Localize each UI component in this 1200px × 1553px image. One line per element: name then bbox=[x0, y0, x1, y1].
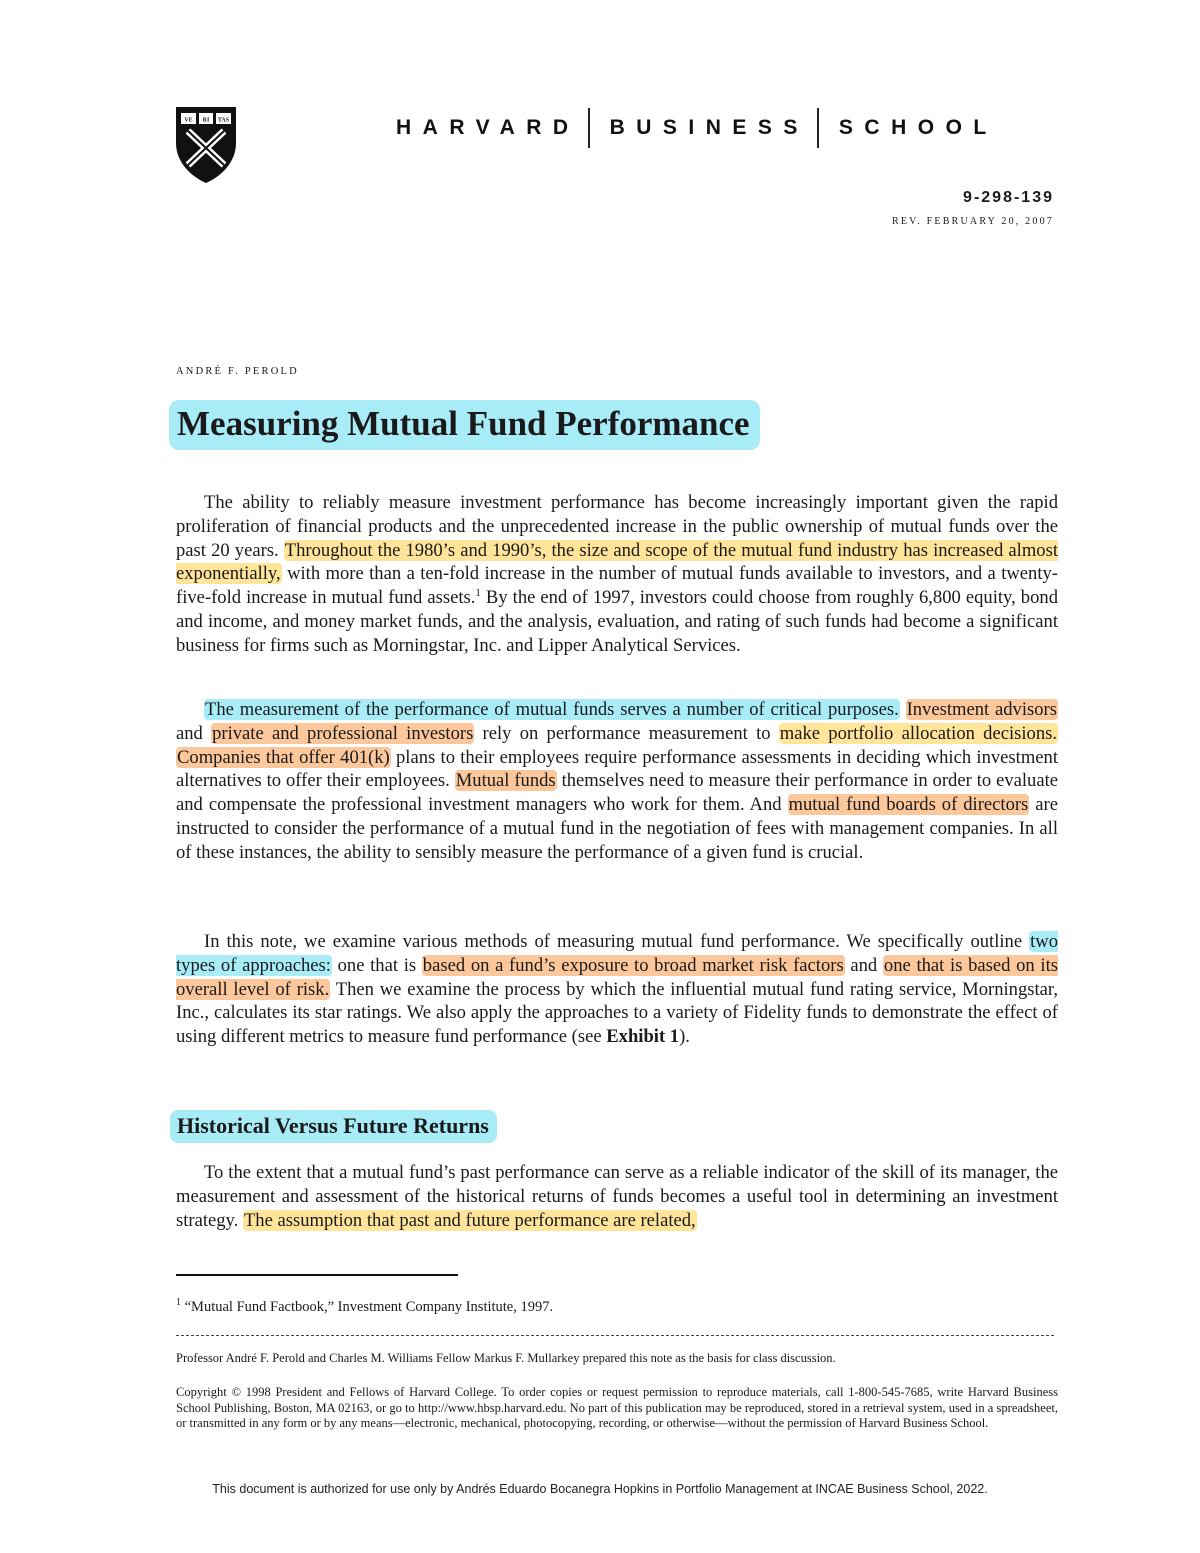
text-run: are instructed to consider the performance of a mutual fund in the negotiation of fees with management companies. In all of these instances, the ability to sensibly measure the performance of a given fund is crucial. bbox=[176, 794, 1058, 863]
text-run: The ability to reliably measure investment performance has become increasingly important given the rapid proliferation of financial products and the unprecedented increase in the public ownership of mutual funds over the past 20 years. bbox=[176, 492, 1058, 561]
text-run: ). bbox=[679, 1026, 690, 1048]
harvard-shield-icon bbox=[174, 105, 238, 185]
section-heading: Historical Versus Future Returns bbox=[170, 1110, 497, 1143]
text-run: By the end of 1997, investors could choose from roughly 6,800 equity, bond and income, and money market funds, and the analysis, evaluation, and rating of such funds had become a significant business for firms such as Morningstar, Inc. and Lipper Analytical Services. bbox=[176, 587, 1058, 656]
text-run bbox=[900, 699, 906, 720]
text-run: and bbox=[176, 722, 212, 744]
shield-word-2: RI bbox=[202, 117, 210, 124]
text-run: one that is bbox=[331, 954, 422, 976]
wordmark-divider bbox=[817, 108, 819, 148]
highlight-blue: The measurement of the performance of mutual funds serves a number of critical purposes. bbox=[205, 699, 899, 720]
paragraph-1 bbox=[176, 491, 1058, 658]
paragraph-3 bbox=[176, 930, 1058, 1049]
text-run: themselves need to measure their performance in order to evaluate and compensate the professional investment managers who work for them. And bbox=[176, 770, 1059, 816]
highlight-orange: mutual fund boards of directors bbox=[788, 794, 1029, 816]
exhibit-reference: Exhibit 1 bbox=[606, 1026, 680, 1048]
case-number: 9-298-139 bbox=[963, 189, 1054, 206]
highlight-orange: Investment advisors bbox=[906, 699, 1057, 720]
revision-date: REV. FEBRUARY 20, 2007 bbox=[891, 216, 1054, 227]
highlight-orange: Companies that offer 401(k) bbox=[177, 746, 390, 768]
text-run: In this note, we examine various methods of measuring mutual fund performance. We specifically outline bbox=[204, 931, 1030, 952]
footnote-number: 1 bbox=[176, 1297, 181, 1309]
footnote-text: “Mutual Fund Factbook,” Investment Company Institute, 1997. bbox=[181, 1299, 554, 1315]
author-name: ANDRÉ F. PEROLD bbox=[176, 366, 299, 377]
footnote bbox=[176, 1299, 553, 1316]
wordmark-harvard: HARVARD bbox=[396, 116, 580, 139]
text-run: plans to their employees require performance assessments in deciding which investment alternatives to offer their employees. bbox=[176, 746, 1059, 792]
highlight-orange: Mutual funds bbox=[455, 770, 556, 792]
highlight-blue: two types of approaches: bbox=[176, 931, 1058, 976]
document-title: Measuring Mutual Fund Performance bbox=[169, 400, 760, 450]
paragraph-4 bbox=[176, 1161, 1058, 1232]
copyright-notice: Copyright © 1998 President and Fellows of Harvard College. To order copies or request permission to reproduce materials, call 1-800-545-7685, write Harvard Business School Publishing, Boston, MA 02163, or go to http://www.hbsp.harvard.edu. No part of this publication may be reproduced, stored in a retrieval system, used in a spreadsheet, or transmitted in any form or by any means—electronic, mechanical, photocopying, recording, or otherwise—without the permission of Harvard Business School. bbox=[176, 1385, 1058, 1431]
shield-word-1: VE bbox=[184, 117, 193, 124]
wordmark-divider bbox=[588, 108, 590, 148]
highlight-yellow: make portfolio allocation decisions. bbox=[779, 722, 1057, 744]
authorization-notice: This document is authorized for use only by Andrés Eduardo Bocanegra Hopkins in Portfolio Management at INCAE Business School, 2022. bbox=[212, 1482, 988, 1496]
highlight-orange: private and professional investors bbox=[212, 722, 474, 744]
text-run: Then we examine the process by which the influential mutual fund rating service, Morningstar, Inc., calculates its star ratings. We also apply the approaches to a variety of Fidelity funds to demonstrate the effect of using different metrics to measure fund performance (see bbox=[176, 978, 1058, 1048]
highlight-orange: based on a fund’s exposure to broad market risk factors bbox=[422, 954, 844, 976]
text-run: To the extent that a mutual fund’s past performance can serve as a reliable indicator of the skill of its manager, the measurement and assessment of the historical returns of funds becomes a useful tool in determining an investment strategy. bbox=[176, 1162, 1058, 1231]
dashed-divider bbox=[176, 1335, 1054, 1336]
text-run: with more than a ten-fold increase in the number of mutual funds available to investors, and a twenty-five-fold increase in mutual fund assets. bbox=[176, 563, 1058, 609]
shield-word-3: TAS bbox=[217, 117, 230, 124]
text-run: and bbox=[844, 954, 883, 976]
paragraph-2 bbox=[176, 698, 1058, 865]
highlight-orange: one that is based on its overall level of risk. bbox=[176, 954, 1058, 1000]
preparation-note: Professor André F. Perold and Charles M. Williams Fellow Markus F. Mullarkey prepared this note as the basis for class discussion. bbox=[176, 1351, 836, 1365]
footnote-ref: 1 bbox=[475, 587, 481, 599]
highlight-yellow: Throughout the 1980’s and 1990’s, the size and scope of the mutual fund industry has increased almost exponentially, bbox=[176, 539, 1058, 585]
wordmark-school: SCHOOL bbox=[838, 116, 998, 139]
footnote-rule bbox=[176, 1274, 458, 1276]
institution-wordmark bbox=[396, 108, 998, 148]
text-run: rely on performance measurement to bbox=[474, 722, 779, 744]
highlight-yellow: The assumption that past and future performance are related, bbox=[243, 1209, 696, 1231]
wordmark-business: BUSINESS bbox=[609, 116, 809, 139]
